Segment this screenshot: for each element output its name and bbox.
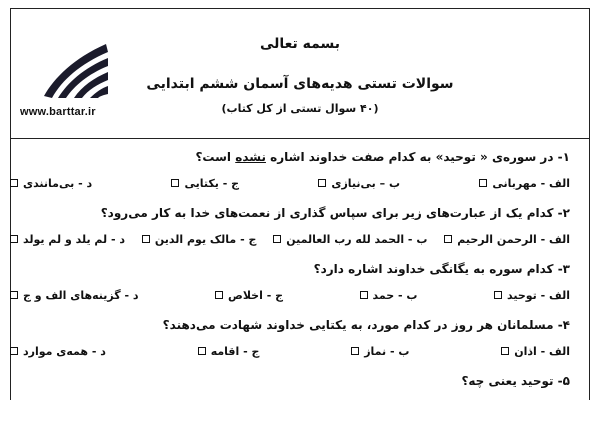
- worksheet-subtitle: (۴۰ سوال تستی از کل کتاب): [221, 102, 379, 115]
- option-d: د - لم یلد و لم یولد: [10, 230, 125, 248]
- worksheet-title: سوالات تستی هدیه‌های آسمان ششم ابتدایی: [146, 76, 454, 92]
- option-d: د - بی‌مانندی: [10, 174, 92, 192]
- checkbox[interactable]: [479, 179, 487, 187]
- option-c: ج - یکتایی: [171, 174, 239, 192]
- question-1: [0, 150, 600, 206]
- checkbox[interactable]: [318, 179, 326, 187]
- option-c: ج - مالک یوم الدین: [142, 230, 257, 248]
- question-5: [0, 374, 600, 430]
- question-text: ۲- کدام یک از عبارت‌های زیر برای سپاس گذاری از نعمت‌های خدا به کار می‌رود؟: [100, 206, 570, 220]
- question-text: ۴- مسلمانان هر روز در کدام مورد، به یکتایی خداوند شهادت می‌دهند؟: [162, 318, 570, 332]
- option-a: الف - الرحمن الرحیم: [444, 230, 570, 248]
- option-b: ب - الحمد لله رب العالمین: [273, 230, 427, 248]
- checkbox[interactable]: [273, 235, 281, 243]
- checkbox[interactable]: [215, 291, 223, 299]
- checkbox[interactable]: [10, 235, 18, 243]
- option-a: الف - اذان: [501, 342, 570, 360]
- option-b: ب - حمد: [360, 286, 418, 304]
- checkbox[interactable]: [444, 235, 452, 243]
- options-row: [10, 342, 570, 360]
- header-divider: [10, 138, 590, 139]
- header: [0, 0, 600, 140]
- question-4: [0, 318, 600, 374]
- options-row: [10, 286, 570, 304]
- bismillah-heading: بسمه تعالی: [259, 36, 341, 52]
- options-row: [10, 174, 570, 192]
- option-c: ج - اخلاص: [215, 286, 283, 304]
- questions-list: [0, 150, 600, 430]
- site-url: www.barttar.ir: [20, 106, 96, 118]
- question-text: ۵- توحید یعنی چه؟: [461, 374, 570, 388]
- checkbox[interactable]: [171, 179, 179, 187]
- checkbox[interactable]: [198, 347, 206, 355]
- checkbox[interactable]: [351, 347, 359, 355]
- checkbox[interactable]: [494, 291, 502, 299]
- question-2: [0, 206, 600, 262]
- question-3: [0, 262, 600, 318]
- options-row: [10, 230, 570, 248]
- option-d: د - همه‌ی موارد: [10, 342, 106, 360]
- underlined-word: نشده: [235, 150, 266, 164]
- option-c: ج - اقامه: [198, 342, 260, 360]
- checkbox[interactable]: [360, 291, 368, 299]
- checkbox[interactable]: [142, 235, 150, 243]
- option-a: الف - توحید: [494, 286, 570, 304]
- option-b: ب – بی‌نیازی: [318, 174, 400, 192]
- question-text: ۳- کدام سوره به یگانگی خداوند اشاره دارد؟: [313, 262, 570, 276]
- checkbox[interactable]: [10, 179, 18, 187]
- question-text: ۱- در سوره‌ی « توحید» به کدام صفت خداوند اشاره نشده است؟: [195, 150, 570, 164]
- option-b: ب - نماز: [351, 342, 409, 360]
- checkbox[interactable]: [10, 291, 18, 299]
- checkbox[interactable]: [501, 347, 509, 355]
- option-a: الف - مهربانی: [479, 174, 570, 192]
- checkbox[interactable]: [10, 347, 18, 355]
- option-d: د - گزینه‌های الف و ج: [10, 286, 139, 304]
